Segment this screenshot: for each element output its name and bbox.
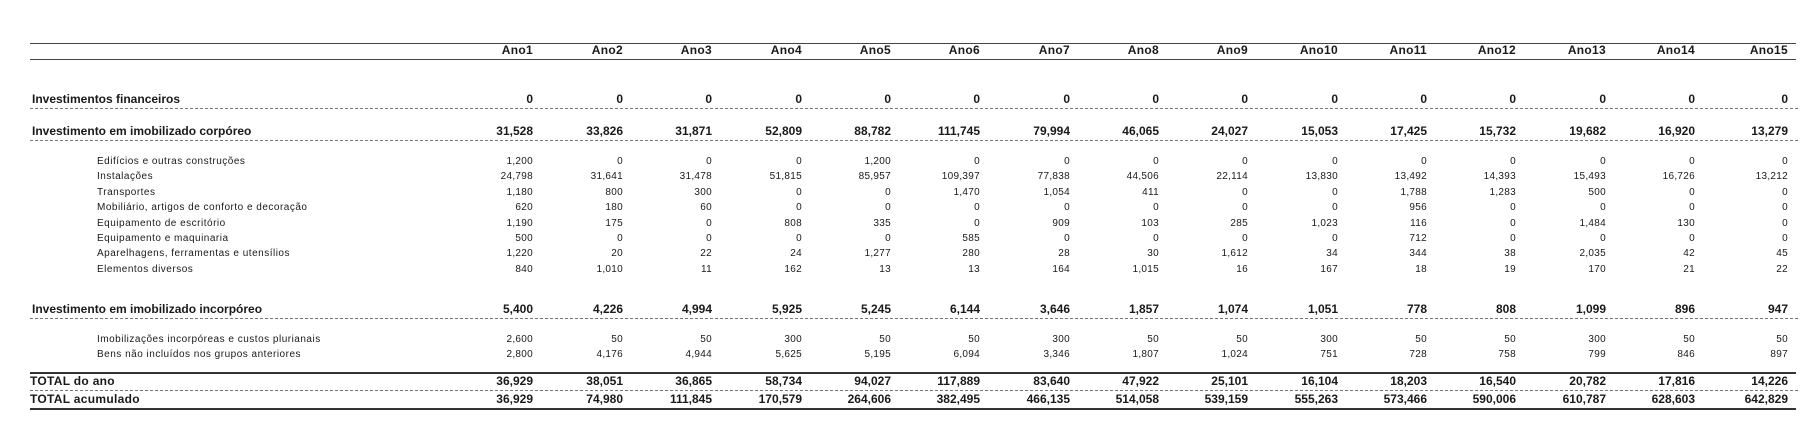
item-value: 18	[1415, 263, 1427, 275]
total-value: 382,495	[936, 392, 980, 406]
total-value: 111,845	[669, 392, 712, 406]
section-value: 0	[1509, 92, 1516, 106]
item-value: 0	[1332, 202, 1338, 214]
item-value: 0	[1153, 233, 1159, 244]
rule	[30, 408, 1796, 410]
item-value: 0	[974, 156, 980, 167]
row-label: Aparelhagens, ferramentas e utensílios	[97, 248, 290, 260]
item-value: 0	[1242, 233, 1248, 244]
section-value: 0	[1152, 92, 1159, 106]
item-value: 751	[1320, 349, 1338, 361]
item-value: 300	[1320, 334, 1338, 345]
row-label: Mobiliário, artigos de conforto e decoração	[97, 202, 308, 214]
item-value: 620	[515, 202, 533, 214]
total-value: 628,603	[1651, 392, 1695, 406]
item-value: 180	[605, 202, 623, 214]
item-value: 500	[515, 233, 533, 244]
item-value: 0	[885, 233, 891, 244]
item-value: 22	[1776, 263, 1788, 275]
item-value: 11	[701, 263, 712, 275]
item-value: 909	[1052, 217, 1070, 229]
item-value: 44,506	[1126, 171, 1159, 183]
section-value: 778	[1406, 302, 1427, 316]
item-value: 300	[1052, 334, 1070, 345]
year-header: Ano15	[1749, 43, 1788, 57]
item-value: 15,493	[1573, 171, 1606, 183]
total-value: 264,606	[847, 392, 891, 406]
item-value: 799	[1588, 349, 1606, 361]
item-row	[0, 216, 1819, 232]
item-value: 167	[1320, 263, 1338, 275]
item-value: 0	[1782, 217, 1788, 229]
item-value: 34	[1326, 248, 1338, 260]
year-header: Ano7	[1038, 43, 1070, 57]
item-value: 5,195	[864, 349, 891, 361]
item-value: 0	[1332, 156, 1338, 167]
total-value: 16,104	[1301, 374, 1338, 388]
section-value: 88,782	[854, 124, 891, 138]
year-header: Ano10	[1299, 43, 1338, 57]
section-row	[0, 301, 1819, 317]
item-value: 728	[1409, 349, 1427, 361]
item-value: 50	[879, 334, 891, 345]
item-value: 14,393	[1483, 171, 1516, 183]
section-value: 17,425	[1390, 124, 1427, 138]
item-value: 28	[1058, 248, 1070, 260]
item-value: 0	[1600, 233, 1606, 244]
row-label: Investimentos financeiros	[32, 92, 181, 106]
item-value: 585	[962, 233, 980, 244]
item-value: 109,397	[941, 171, 980, 183]
section-value: 79,994	[1033, 124, 1070, 138]
section-value: 46,065	[1122, 124, 1159, 138]
item-value: 956	[1409, 202, 1427, 214]
item-value: 4,944	[685, 349, 712, 361]
item-value: 280	[962, 248, 980, 260]
section-value: 0	[884, 92, 891, 106]
item-value: 13,830	[1305, 171, 1338, 183]
item-value: 0	[974, 217, 980, 229]
item-value: 0	[796, 202, 802, 214]
total-value: 610,787	[1562, 392, 1606, 406]
item-value: 0	[1153, 202, 1159, 214]
item-value: 5,625	[775, 349, 802, 361]
total-value: 17,816	[1658, 374, 1695, 388]
item-value: 45	[1776, 248, 1788, 260]
year-header: Ano14	[1656, 43, 1695, 57]
item-value: 164	[1052, 263, 1070, 275]
item-value: 50	[611, 334, 623, 345]
item-value: 0	[1332, 186, 1338, 198]
dashed-rule	[30, 108, 1798, 109]
item-value: 13,212	[1755, 171, 1788, 183]
item-value: 1,190	[506, 217, 533, 229]
item-value: 51,815	[769, 171, 802, 183]
section-value: 0	[1063, 92, 1070, 106]
year-header: Ano5	[859, 43, 891, 57]
item-value: 3,346	[1043, 349, 1070, 361]
item-value: 285	[1230, 217, 1248, 229]
item-value: 0	[1064, 233, 1070, 244]
item-value: 13	[968, 263, 980, 275]
item-value: 1,023	[1311, 217, 1338, 229]
item-value: 0	[1510, 156, 1516, 167]
item-row	[0, 185, 1819, 201]
item-value: 6,094	[953, 349, 980, 361]
year-header: Ano11	[1389, 43, 1427, 57]
item-value: 1,200	[864, 156, 891, 167]
section-value: 0	[1331, 92, 1338, 106]
item-row	[0, 169, 1819, 185]
section-row	[0, 91, 1819, 107]
total-value: 94,027	[854, 374, 891, 388]
item-value: 1,277	[864, 248, 891, 260]
item-value: 1,807	[1132, 349, 1159, 361]
rule	[30, 59, 1796, 60]
section-value: 1,051	[1307, 302, 1338, 316]
year-header: Ano13	[1567, 43, 1606, 57]
item-value: 0	[1782, 186, 1788, 198]
year-header: Ano8	[1127, 43, 1159, 57]
item-value: 22	[700, 248, 712, 260]
item-value: 808	[784, 217, 802, 229]
section-value: 5,400	[502, 302, 533, 316]
item-value: 1,180	[506, 186, 533, 198]
year-header: Ano12	[1477, 43, 1516, 57]
item-value: 2,800	[506, 349, 533, 361]
total-value: 573,466	[1383, 392, 1427, 406]
item-value: 38	[1504, 248, 1516, 260]
item-value: 758	[1498, 349, 1516, 361]
item-value: 0	[1689, 156, 1695, 167]
item-value: 0	[1064, 202, 1070, 214]
section-value: 1,099	[1575, 302, 1606, 316]
total-value: 14,226	[1751, 374, 1788, 388]
section-value: 111,745	[937, 124, 980, 138]
item-value: 1,220	[506, 248, 533, 260]
section-value: 0	[1688, 92, 1695, 106]
row-label: Instalações	[97, 171, 154, 183]
total-value: 38,051	[586, 374, 623, 388]
total-value: 83,640	[1033, 374, 1070, 388]
item-value: 0	[1689, 186, 1695, 198]
item-value: 0	[1153, 156, 1159, 167]
item-value: 1,484	[1579, 217, 1606, 229]
item-value: 0	[1689, 233, 1695, 244]
section-value: 0	[795, 92, 802, 106]
item-value: 50	[1776, 334, 1788, 345]
item-row	[0, 347, 1819, 363]
total-value: 590,006	[1472, 392, 1516, 406]
item-value: 16	[1236, 263, 1248, 275]
item-value: 50	[700, 334, 712, 345]
item-value: 0	[1242, 186, 1248, 198]
item-value: 42	[1683, 248, 1695, 260]
total-value: 74,980	[586, 392, 623, 406]
item-value: 13,492	[1394, 171, 1427, 183]
total-value: 20,782	[1569, 374, 1606, 388]
item-value: 300	[1588, 334, 1606, 345]
total-value: 555,263	[1294, 392, 1338, 406]
section-value: 0	[973, 92, 980, 106]
year-header: Ano3	[680, 43, 712, 57]
item-value: 0	[1064, 156, 1070, 167]
item-value: 0	[1689, 202, 1695, 214]
section-value: 33,826	[586, 124, 623, 138]
item-value: 344	[1409, 248, 1427, 260]
year-header: Ano4	[770, 43, 802, 57]
total-value: 642,829	[1744, 392, 1788, 406]
total-value: 18,203	[1390, 374, 1427, 388]
item-value: 0	[885, 202, 891, 214]
item-value: 2,035	[1579, 248, 1606, 260]
item-value: 0	[1782, 156, 1788, 167]
item-value: 130	[1677, 217, 1695, 229]
item-value: 0	[617, 156, 623, 167]
item-value: 846	[1677, 349, 1695, 361]
total-row	[0, 391, 1819, 407]
row-label: Equipamento e maquinaria	[97, 233, 229, 244]
item-value: 0	[1421, 156, 1427, 167]
item-value: 0	[617, 233, 623, 244]
section-row	[0, 123, 1819, 139]
item-row	[0, 231, 1819, 247]
item-value: 77,838	[1037, 171, 1070, 183]
total-value: 36,929	[496, 374, 533, 388]
section-value: 0	[1241, 92, 1248, 106]
total-value: 25,101	[1211, 374, 1248, 388]
item-value: 22,114	[1216, 171, 1248, 183]
year-header: Ano6	[948, 43, 980, 57]
section-value: 0	[526, 92, 533, 106]
row-label: TOTAL acumulado	[30, 392, 140, 406]
total-value: 539,159	[1204, 392, 1248, 406]
item-value: 19	[1504, 263, 1516, 275]
section-value: 4,226	[592, 302, 623, 316]
item-value: 85,957	[858, 171, 891, 183]
row-label: Investimento em imobilizado corpóreo	[32, 124, 252, 138]
row-label: Bens não incluídos nos grupos anteriores	[97, 349, 302, 361]
item-value: 162	[784, 263, 802, 275]
section-value: 3,646	[1039, 302, 1070, 316]
row-label: Transportes	[97, 186, 156, 198]
item-value: 500	[1588, 186, 1606, 198]
item-value: 0	[1782, 202, 1788, 214]
total-value: 514,058	[1115, 392, 1159, 406]
item-value: 24	[790, 248, 802, 260]
section-value: 4,994	[681, 302, 712, 316]
item-value: 2,600	[506, 334, 533, 345]
row-label: Investimento em imobilizado incorpóreo	[32, 302, 263, 316]
total-value: 47,922	[1122, 374, 1159, 388]
section-value: 16,920	[1658, 124, 1695, 138]
item-value: 1,283	[1489, 186, 1516, 198]
item-value: 800	[605, 186, 623, 198]
total-value: 36,929	[496, 392, 533, 406]
total-value: 117,889	[937, 374, 980, 388]
section-value: 24,027	[1211, 124, 1248, 138]
section-value: 5,245	[860, 302, 891, 316]
item-value: 0	[1600, 156, 1606, 167]
item-value: 1,054	[1043, 186, 1070, 198]
item-value: 0	[1242, 156, 1248, 167]
section-value: 31,871	[675, 124, 712, 138]
section-value: 5,925	[771, 302, 802, 316]
item-value: 116	[1410, 217, 1427, 229]
item-value: 0	[1242, 202, 1248, 214]
item-row	[0, 200, 1819, 216]
section-value: 0	[705, 92, 712, 106]
section-value: 19,682	[1569, 124, 1606, 138]
item-value: 840	[515, 263, 533, 275]
item-value: 31,641	[590, 171, 623, 183]
item-value: 300	[784, 334, 802, 345]
item-row	[0, 332, 1819, 348]
row-label: Imobilizações incorpóreas e custos plurianais	[97, 334, 321, 345]
item-value: 0	[706, 156, 712, 167]
item-value: 300	[694, 186, 712, 198]
item-value: 50	[1236, 334, 1248, 345]
row-label: Equipamento de escritório	[97, 217, 226, 229]
item-value: 50	[1504, 334, 1516, 345]
item-value: 0	[885, 186, 891, 198]
item-value: 0	[1510, 233, 1516, 244]
section-value: 6,144	[949, 302, 980, 316]
item-value: 31,478	[679, 171, 712, 183]
item-value: 50	[1415, 334, 1427, 345]
item-value: 4,176	[596, 349, 623, 361]
total-value: 16,540	[1479, 374, 1516, 388]
year-header: Ano9	[1216, 43, 1248, 57]
item-value: 0	[1782, 233, 1788, 244]
section-value: 52,809	[765, 124, 802, 138]
item-value: 897	[1770, 349, 1788, 361]
row-label: Edifícios e outras construções	[97, 156, 246, 167]
row-label: TOTAL do ano	[30, 374, 115, 388]
item-value: 20	[611, 248, 623, 260]
item-value: 50	[1683, 334, 1695, 345]
year-header: Ano1	[501, 43, 533, 57]
item-value: 170	[1588, 263, 1606, 275]
item-value: 335	[873, 217, 891, 229]
item-row	[0, 262, 1819, 278]
item-value: 50	[1147, 334, 1159, 345]
year-header-row	[0, 42, 1819, 58]
item-value: 0	[1600, 202, 1606, 214]
item-row	[0, 246, 1819, 262]
section-value: 15,053	[1301, 124, 1338, 138]
section-value: 1,074	[1217, 302, 1248, 316]
item-value: 0	[1510, 217, 1516, 229]
item-value: 1,024	[1221, 349, 1248, 361]
section-value: 0	[616, 92, 623, 106]
item-value: 103	[1141, 217, 1159, 229]
total-value: 58,734	[765, 374, 802, 388]
item-value: 24,798	[500, 171, 533, 183]
item-value: 1,788	[1400, 186, 1427, 198]
item-value: 0	[1332, 233, 1338, 244]
item-value: 0	[706, 233, 712, 244]
total-value: 466,135	[1026, 392, 1070, 406]
item-value: 1,010	[596, 263, 623, 275]
year-header: Ano2	[591, 43, 623, 57]
section-value: 31,528	[496, 124, 533, 138]
item-value: 21	[1683, 263, 1695, 275]
item-value: 0	[1510, 202, 1516, 214]
item-value: 0	[796, 156, 802, 167]
item-value: 13	[879, 263, 891, 275]
section-value: 0	[1781, 92, 1788, 106]
item-value: 1,015	[1132, 263, 1159, 275]
item-value: 1,470	[953, 186, 980, 198]
item-value: 411	[1142, 186, 1159, 198]
section-value: 808	[1495, 302, 1516, 316]
item-value: 0	[796, 186, 802, 198]
item-value: 0	[796, 233, 802, 244]
total-value: 170,579	[758, 392, 802, 406]
item-value: 16,726	[1662, 171, 1695, 183]
item-value: 1,612	[1221, 248, 1248, 260]
item-value: 50	[968, 334, 980, 345]
section-value: 15,732	[1479, 124, 1516, 138]
section-value: 1,857	[1128, 302, 1159, 316]
item-value: 60	[700, 202, 712, 214]
item-value: 0	[974, 202, 980, 214]
item-value: 712	[1409, 233, 1427, 244]
item-value: 175	[605, 217, 623, 229]
section-value: 13,279	[1751, 124, 1788, 138]
item-value: 1,200	[506, 156, 533, 167]
dashed-rule	[30, 318, 1798, 319]
total-row	[0, 373, 1819, 389]
item-value: 0	[706, 217, 712, 229]
dashed-rule	[30, 140, 1798, 141]
total-value: 36,865	[675, 374, 712, 388]
section-value: 0	[1599, 92, 1606, 106]
section-value: 947	[1767, 302, 1788, 316]
section-value: 0	[1420, 92, 1427, 106]
item-row	[0, 154, 1819, 170]
item-value: 30	[1147, 248, 1159, 260]
row-label: Elementos diversos	[97, 263, 194, 275]
section-value: 896	[1674, 302, 1695, 316]
